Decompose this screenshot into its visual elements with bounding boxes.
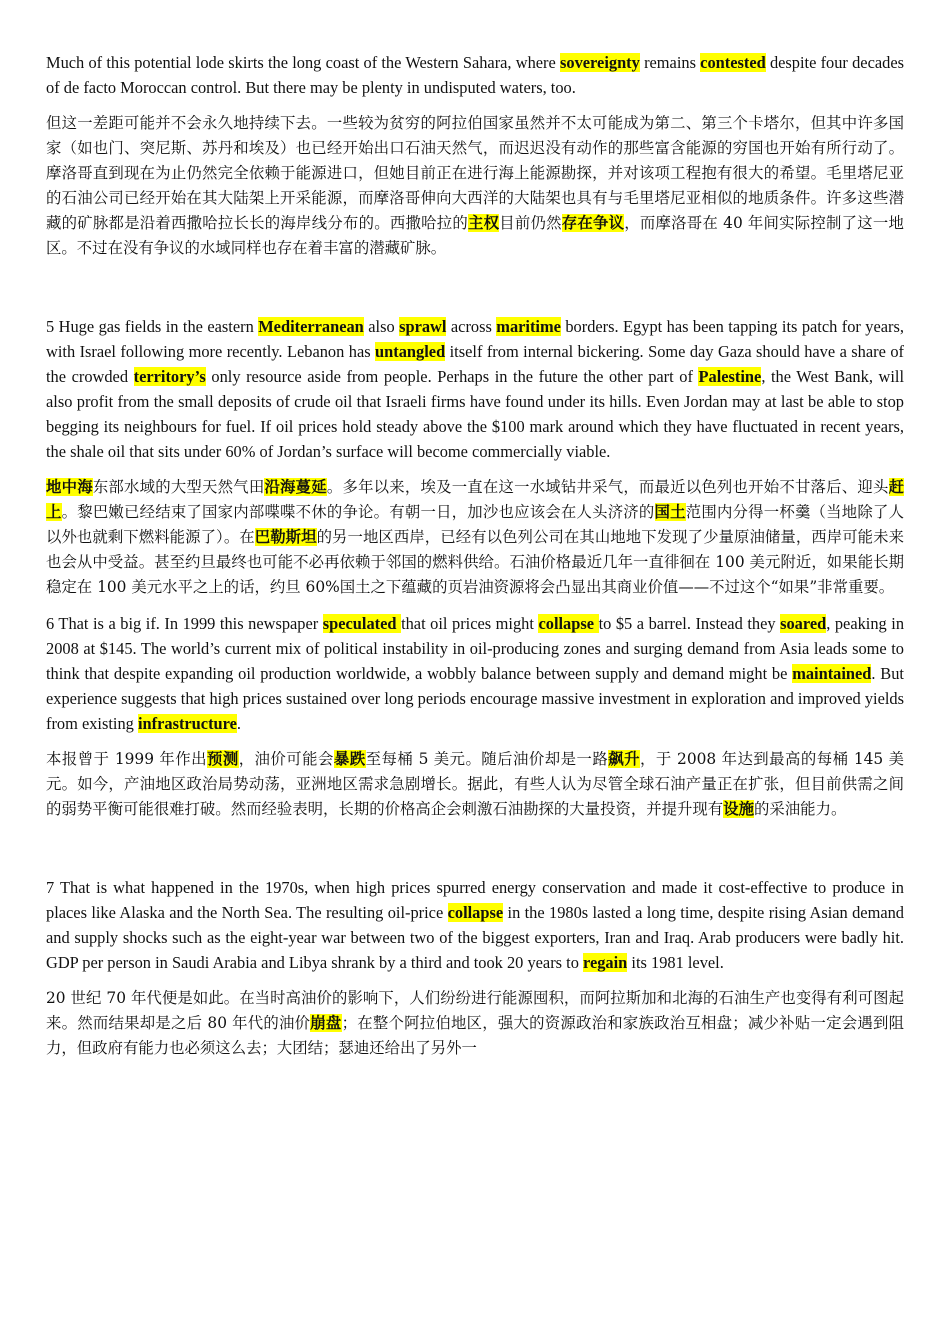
paragraph-p5-zh <box>46 475 904 600</box>
text-run: Much of this potential lode skirts the long coast of the Western Sahara, where <box>46 53 561 72</box>
text-run: only resource aside from people. Perhaps in the future the other part of <box>205 367 699 386</box>
paragraph-p6-en <box>46 611 904 736</box>
highlighted-term: territory’s <box>133 367 206 386</box>
document-page <box>46 50 904 1072</box>
highlighted-term: 设施 <box>723 800 754 818</box>
highlighted-term: 赶上 <box>46 478 904 521</box>
paragraph-p0-zh <box>46 111 904 261</box>
text-run: 7 That is what happened in the 1970s, when high prices spurred energy conservation and made it cost-effective to produce in places like Alaska and the North Sea. The resulting oil-price <box>46 878 904 922</box>
text-run: ，油价可能会 <box>238 750 334 768</box>
text-run: ；在整个阿拉伯地区，强大的资源政治和家族政治互相盘；减少补贴一定会遇到阻力，但政府有能力也必须这么去；大团结；瑟迪还给出了另外一 <box>46 1014 904 1057</box>
paragraph-p0-en <box>46 50 904 100</box>
text-run: borders. Egypt has been tapping its patch for years, with Israel following more recently. Lebanon has <box>46 317 904 361</box>
highlighted-term: speculated <box>322 614 402 633</box>
highlighted-term: 巴勒斯坦 <box>254 528 317 546</box>
highlighted-term: 存在争议 <box>561 214 625 232</box>
text-run: 但这一差距可能并不会永久地持续下去。一些较为贫穷的阿拉伯国家虽然并不太可能成为第二、第三个卡塔尔，但其中许多国家（如也门、突尼斯、苏丹和埃及）也已经开始出口石油天然气，而迟迟没有动作的那些富含能源的穷国也开始有所行动了。摩洛哥直到现在为止仍然完全依赖于能源进口，但她目前正在进行海上能源勘探，并对该项工程抱有很大的希望。毛里塔尼亚的石油公司已经开始在其大陆架上开采能源，而摩洛哥伸向大西洋的大陆架也具有与毛里塔尼亚相似的地质条件。许多这些潜藏的矿脉都是沿着西撒哈拉长长的海岸线分布的。西撒哈拉的 <box>46 114 904 232</box>
text-run: 至每桶 5 美元。随后油价却是一路 <box>365 750 609 768</box>
text-run: 。多年以来，埃及一直在这一水域钻井采气，而最近以色列也开始不甘落后、迎头 <box>326 478 889 496</box>
text-run: in the 1980s lasted a long time, despite rising Asian demand and supply shocks such as the eight-year war between two of the biggest exporters, Iran and Iraq. Arab producers were badly hit. GDP per person in Saudi Arabia and Libya shrank by a third and took 20 years to <box>46 903 904 972</box>
text-run: 目前仍然 <box>499 214 562 232</box>
text-run: ，而摩洛哥在 40 年间实际控制了这一地区。不过在没有争议的水域同样也存在着丰富的潜藏矿脉。 <box>46 214 904 257</box>
highlighted-term: 地中海 <box>46 478 93 496</box>
highlighted-term: 预测 <box>206 750 239 768</box>
text-run: despite four decades of de facto Moroccan control. But there may be plenty in undisputed waters, too. <box>46 53 904 97</box>
section-gap <box>46 833 904 875</box>
highlighted-term: maintained <box>792 664 872 683</box>
highlighted-term: infrastructure <box>137 714 237 733</box>
paragraph-p7-zh <box>46 986 904 1061</box>
text-run: 本报曾于 1999 年作出 <box>46 750 207 768</box>
text-run: 的另一地区西岸，已经有以色列公司在其山地地下发现了少量原油储量，西岸可能未来也会从中受益。甚至约旦最终也可能不必再依赖于邻国的燃料供给。石油价格最近几年一直徘徊在 100 美元附近，如果能长期稳定在 100 美元水平之上的话，约旦 60%国土之下蕴藏的页岩油资源将会凸显出其商业价值——不过这个“如果”非常重要。 <box>46 528 904 596</box>
text-run: 东部水域的大型天然气田 <box>92 478 265 496</box>
highlighted-term: 崩盘 <box>310 1014 342 1032</box>
text-run: 。黎巴嫩已经结束了国家内部喋喋不休的争论。有朝一日，加沙也应该会在人头济济的 <box>61 503 655 521</box>
highlighted-term: Mediterranean <box>258 317 364 336</box>
text-run: remains <box>639 53 701 72</box>
highlighted-term: Palestine <box>698 367 762 386</box>
text-run: . <box>236 714 242 733</box>
paragraph-p6-zh <box>46 747 904 822</box>
text-run: , peaking in 2008 at $145. The world’s current mix of political instability in oil-producing zones and surging demand from Asia leads some to think that despite expanding oil production worldwide, a wobbly balance between supply and demand might be <box>46 614 905 683</box>
highlighted-term: collapse <box>538 614 599 633</box>
text-run: 20 世纪 70 年代便是如此。在当时高油价的影响下，人们纷纷进行能源囤积，而阿拉斯加和北海的石油生产也变得有利可图起来。然而结果却是之后 80 年代的油价 <box>46 989 904 1032</box>
highlighted-term: regain <box>582 953 628 972</box>
paragraph-p7-en <box>46 875 904 975</box>
highlighted-term: 主权 <box>467 214 500 232</box>
highlighted-term: contested <box>700 53 766 72</box>
text-run: , the West Bank, will also profit from the small deposits of crude oil that Israeli firms have found under its hills. Even Jordan may at last be able to stop begging its neighbours for fuel. If oil prices hold steady above the $100 mark around which they have fluctuated in recent years, the shale oil that sits under 60% of Jordan’s surface will become commercially viable. <box>46 367 904 461</box>
highlighted-term: untangled <box>375 342 446 361</box>
text-run: across <box>446 317 497 336</box>
text-run: 5 Huge gas fields in the eastern <box>46 317 259 336</box>
highlighted-term: sovereignty <box>560 53 640 72</box>
text-run: 6 That is a big if. In 1999 this newspaper <box>46 614 323 633</box>
text-run: also <box>363 317 400 336</box>
highlighted-term: soared <box>780 614 827 633</box>
highlighted-term: collapse <box>447 903 504 922</box>
highlighted-term: sprawl <box>399 317 447 336</box>
text-run: 范围内分得一杯羹（当地除了人以外也就剩下燃料能源了）。在 <box>46 503 904 546</box>
text-run: to $5 a barrel. Instead they <box>598 614 781 633</box>
text-run: its 1981 level. <box>627 953 724 972</box>
text-run: ，于 2008 年达到最高的每桶 145 美元。如今，产油地区政治局势动荡，亚洲地区需求急剧增长。据此，有些人认为尽管全球石油产量正在扩张，但目前供需之间的弱势平衡可能很难打破。然而经验表明，长期的价格高企会刺激石油勘探的大量投资，并提升现有 <box>46 750 904 818</box>
text-run: itself from internal bickering. Some day Gaza should have a share of the crowded <box>46 342 904 386</box>
text-run: 的采油能力。 <box>754 800 847 818</box>
text-run: that oil prices might <box>401 614 539 633</box>
highlighted-term: 飙升 <box>608 750 640 768</box>
highlighted-term: maritime <box>496 317 561 336</box>
text-run: . But experience suggests that high prices sustained over long periods encourage massive investment in exploration and improved yields from existing <box>46 664 904 733</box>
section-gap <box>46 272 904 314</box>
highlighted-term: 沿海蔓延 <box>264 478 327 496</box>
paragraph-p5-en <box>46 314 904 464</box>
highlighted-term: 暴跌 <box>333 750 366 768</box>
highlighted-term: 国土 <box>654 503 686 521</box>
